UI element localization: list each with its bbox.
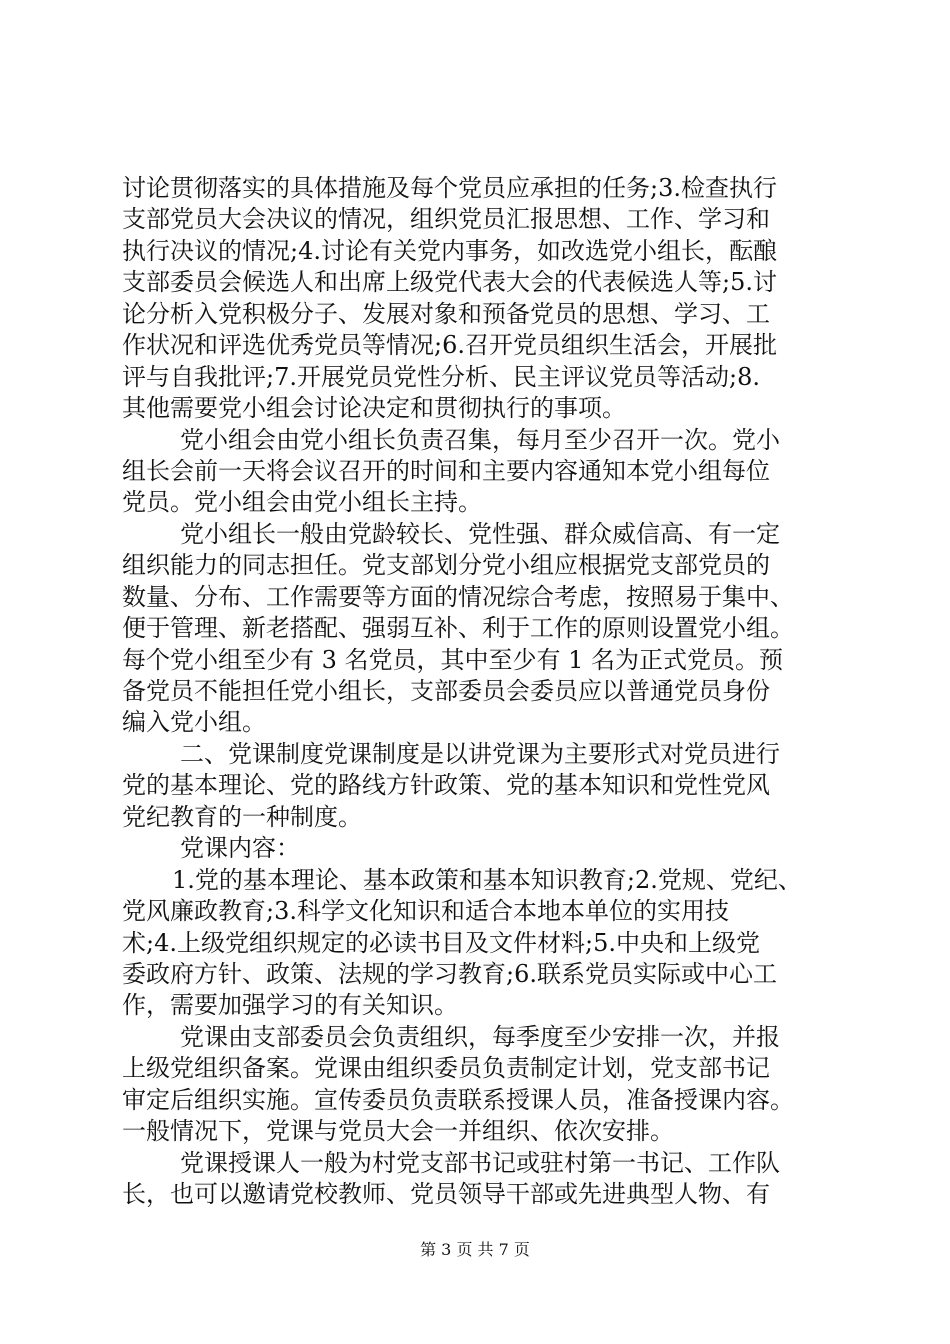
text-line: 编入党小组。	[122, 708, 266, 737]
text-line: 党员。党小组会由党小组长主持。	[122, 488, 482, 517]
text-line: 党风廉政教育;3.科学文化知识和适合本地本单位的实用技	[122, 897, 729, 926]
subheading: 党课内容：	[180, 834, 300, 863]
page-footer: 第 3 页 共 7 页	[420, 1240, 530, 1259]
text-line: 术;4.上级党组织规定的必读书目及文件材料;5.中央和上级党	[122, 928, 760, 957]
text-line: 党纪教育的一种制度。	[122, 802, 362, 831]
text-line: 其他需要党小组会讨论决定和贯彻执行的事项。	[122, 394, 626, 423]
text-line: 作状况和评选优秀党员等情况;6.召开党员组织生活会，开展批	[122, 331, 777, 360]
paragraph-first-line: 党课授课人一般为村党支部书记或驻村第一书记、工作队	[180, 1148, 780, 1177]
text-line: 论分析入党积极分子、发展对象和预备党员的思想、学习、工	[122, 299, 770, 328]
text-line: 便于管理、新老搭配、强弱互补、利于工作的原则设置党小组。	[122, 614, 794, 643]
text-line: 上级党组织备案。党课由组织委员负责制定计划，党支部书记	[122, 1054, 770, 1083]
text-line: 支部委员会候选人和出席上级党代表大会的代表候选人等;5.讨	[122, 268, 777, 297]
text-line: 每个党小组至少有 3 名党员，其中至少有 1 名为正式党员。预	[122, 645, 784, 674]
text-line: 组织能力的同志担任。党支部划分党小组应根据党支部党员的	[122, 551, 770, 580]
text-line: 党的基本理论、党的路线方针政策、党的基本知识和党性党风	[122, 771, 770, 800]
text-line: 执行决议的情况;4.讨论有关党内事务，如改选党小组长，酝酿	[122, 236, 777, 265]
text-line: 备党员不能担任党小组长，支部委员会委员应以普通党员身份	[122, 677, 770, 705]
text-line: 一般情况下，党课与党员大会一并组织、依次安排。	[122, 1117, 674, 1146]
text-line: 支部党员大会决议的情况，组织党员汇报思想、工作、学习和	[122, 205, 770, 234]
document-body	[122, 173, 834, 1210]
paragraph-first-line: 党课由支部委员会负责组织，每季度至少安排一次，并报	[180, 1022, 780, 1051]
text-line: 数量、分布、工作需要等方面的情况综合考虑，按照易于集中、	[122, 582, 794, 611]
text-line: 讨论贯彻落实的具体措施及每个党员应承担的任务;3.检查执行	[122, 174, 777, 202]
text-line: 长，也可以邀请党校教师、党员领导干部或先进典型人物、有	[122, 1180, 770, 1208]
text-line: 评与自我批评;7.开展党员党性分析、民主评议党员等活动;8.	[122, 362, 760, 391]
text-line: 委政府方针、政策、法规的学习教育;6.联系党员实际或中心工	[122, 959, 777, 988]
text-line: 作，需要加强学习的有关知识。	[122, 991, 458, 1020]
text-line: 组长会前一天将会议召开的时间和主要内容通知本党小组每位	[122, 456, 770, 485]
text-line: 审定后组织实施。宣传委员负责联系授课人员，准备授课内容。	[122, 1085, 794, 1114]
section-heading: 二、党课制度党课制度是以讲党课为主要形式对党员进行	[180, 739, 780, 768]
paragraph-first-line: 1.党的基本理论、基本政策和基本知识教育;2.党规、党纪、	[172, 865, 802, 894]
paragraph-first-line: 党小组长一般由党龄较长、党性强、群众威信高、有一定	[180, 519, 780, 548]
paragraph-first-line: 党小组会由党小组长负责召集，每月至少召开一次。党小	[180, 425, 780, 454]
